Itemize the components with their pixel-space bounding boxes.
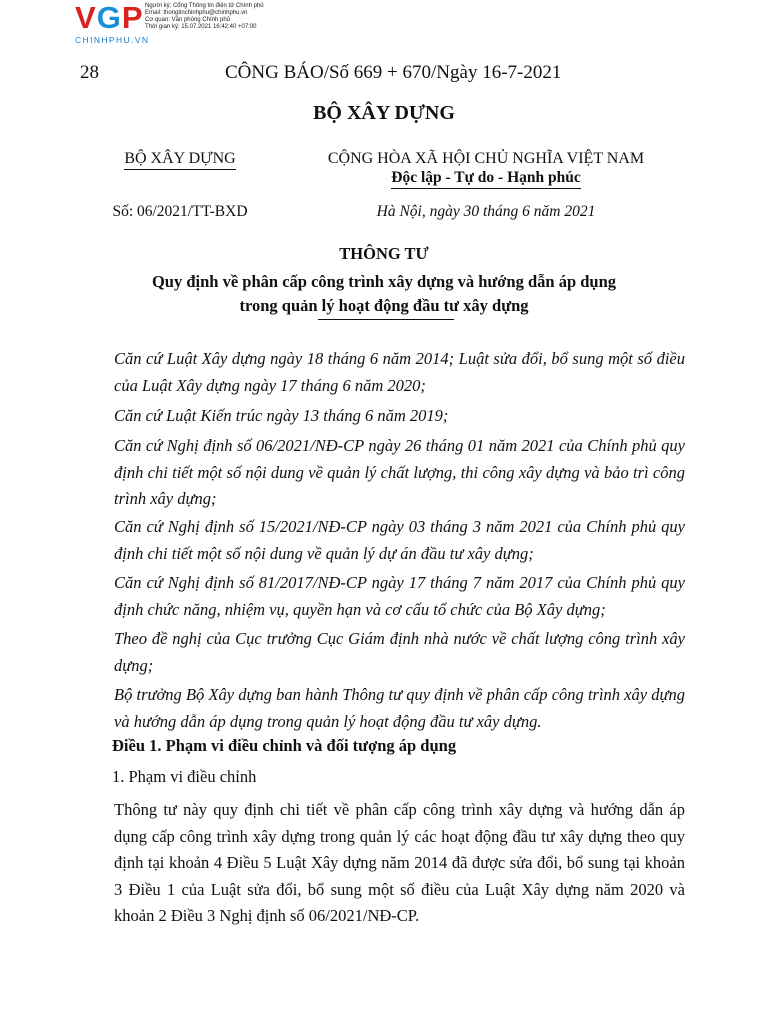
legal-basis-text: Theo đề nghị của Cục trưởng Cục Giám định nhà nước về chất lượng công trình xây dựng;	[114, 629, 685, 675]
signature-email: Email: thongtinchinhphu@chinhphu.vn	[145, 10, 248, 16]
ministry-title: BỘ XÂY DỰNG	[313, 102, 455, 124]
signature-signer: Người ký: Cổng Thông tin điện tử Chính phủ	[145, 3, 264, 9]
legal-basis-text: Căn cứ Nghị định số 81/2017/NĐ-CP ngày 17 tháng 7 năm 2017 của Chính phủ quy định chức năng, nhiệm vụ, quyền hạn và cơ cấu tổ chức của Bộ Xây dựng;	[114, 573, 685, 619]
article-1-body	[82, 797, 685, 930]
legal-basis-paragraph	[82, 570, 685, 623]
logo-site-name: CHINHPHU.VN	[75, 35, 150, 45]
vgp-logo[interactable]	[75, 2, 155, 48]
article-1-body-text: Thông tư này quy định chi tiết về phân cấp công trình xây dựng và hướng dẫn áp dụng cấp công trình xây dựng trong quản lý các hoạt động đầu tư xây dựng theo quy định tại khoản 4 Điều 5 Luật Xây dựng năm 2014 đã được sửa đổi, bổ sung tại khoản 3 Điều 1 của Luật sửa đổi, bổ sung một số điều của Luật Xây dựng năm 2020 và khoản 2 Điều 3 Nghị định số 06/2021/NĐ-CP.	[114, 800, 685, 926]
logo-letter-v: V	[75, 0, 97, 35]
legal-basis-text: Căn cứ Luật Kiến trúc ngày 13 tháng 6 năm 2019;	[114, 406, 449, 425]
document-type: THÔNG TƯ	[339, 244, 429, 263]
logo-text	[75, 2, 155, 33]
legal-basis-paragraph	[82, 433, 685, 513]
legal-basis-text: Căn cứ Luật Xây dựng ngày 18 tháng 6 năm 2014; Luật sửa đổi, bổ sung một số điều của Luật Xây dựng ngày 17 tháng 6 năm 2020;	[114, 349, 685, 395]
legal-basis-text: Căn cứ Nghị định số 15/2021/NĐ-CP ngày 03 tháng 3 năm 2021 của Chính phủ quy định chi tiết một số nội dung về quản lý dự án đầu tư xây dựng;	[114, 517, 685, 563]
article-1-title: Điều 1. Phạm vi điều chỉnh và đối tượng áp dụng	[112, 736, 457, 755]
subject-underline	[318, 319, 454, 320]
logo-letter-p: P	[121, 0, 144, 35]
document-subject-line-1: Quy định về phân cấp công trình xây dựng và hướng dẫn áp dụng	[151, 272, 617, 291]
digital-signature-block	[145, 3, 264, 31]
legal-basis-paragraph	[82, 346, 685, 399]
national-motto-text: Độc lập - Tự do - Hạnh phúc	[391, 169, 580, 189]
national-motto	[300, 169, 672, 189]
legal-basis-paragraph	[82, 626, 685, 679]
document-subject-line-2: trong quản lý hoạt động đầu tư xây dựng	[239, 296, 529, 315]
legal-basis-text: Căn cứ Nghị định số 06/2021/NĐ-CP ngày 26 tháng 01 năm 2021 của Chính phủ quy định chi tiết một số nội dung về quản lý chất lượng, thi công xây dựng và bảo trì công trình xây dựng;	[114, 436, 685, 508]
legal-basis-text: Bộ trưởng Bộ Xây dựng ban hành Thông tư quy định về phân cấp công trình xây dựng và hướng dẫn áp dụng trong quản lý hoạt động đầu tư xây dựng.	[114, 685, 685, 731]
page-number: 28	[80, 62, 99, 83]
issuing-agency	[60, 150, 300, 170]
issuing-agency-name: BỘ XÂY DỰNG	[124, 150, 235, 170]
logo-letter-g: G	[96, 0, 122, 35]
legal-basis-paragraph	[82, 403, 685, 430]
signature-time: Thời gian ký: 15.07.2021 16:42:40 +07:00	[145, 24, 257, 30]
national-title: CỘNG HÒA XÃ HỘI CHỦ NGHĨA VIỆT NAM	[327, 150, 645, 167]
place-and-date: Hà Nội, ngày 30 tháng 6 năm 2021	[376, 203, 596, 220]
document-number: Số: 06/2021/TT-BXD	[112, 203, 248, 220]
article-1-clause-1: 1. Phạm vi điều chỉnh	[112, 767, 257, 786]
legal-basis-paragraph	[82, 514, 685, 567]
gazette-header: CÔNG BÁO/Số 669 + 670/Ngày 16-7-2021	[225, 62, 562, 83]
signature-agency: Cơ quan: Văn phòng Chính phủ	[145, 17, 230, 23]
legal-basis-paragraph	[82, 682, 685, 735]
